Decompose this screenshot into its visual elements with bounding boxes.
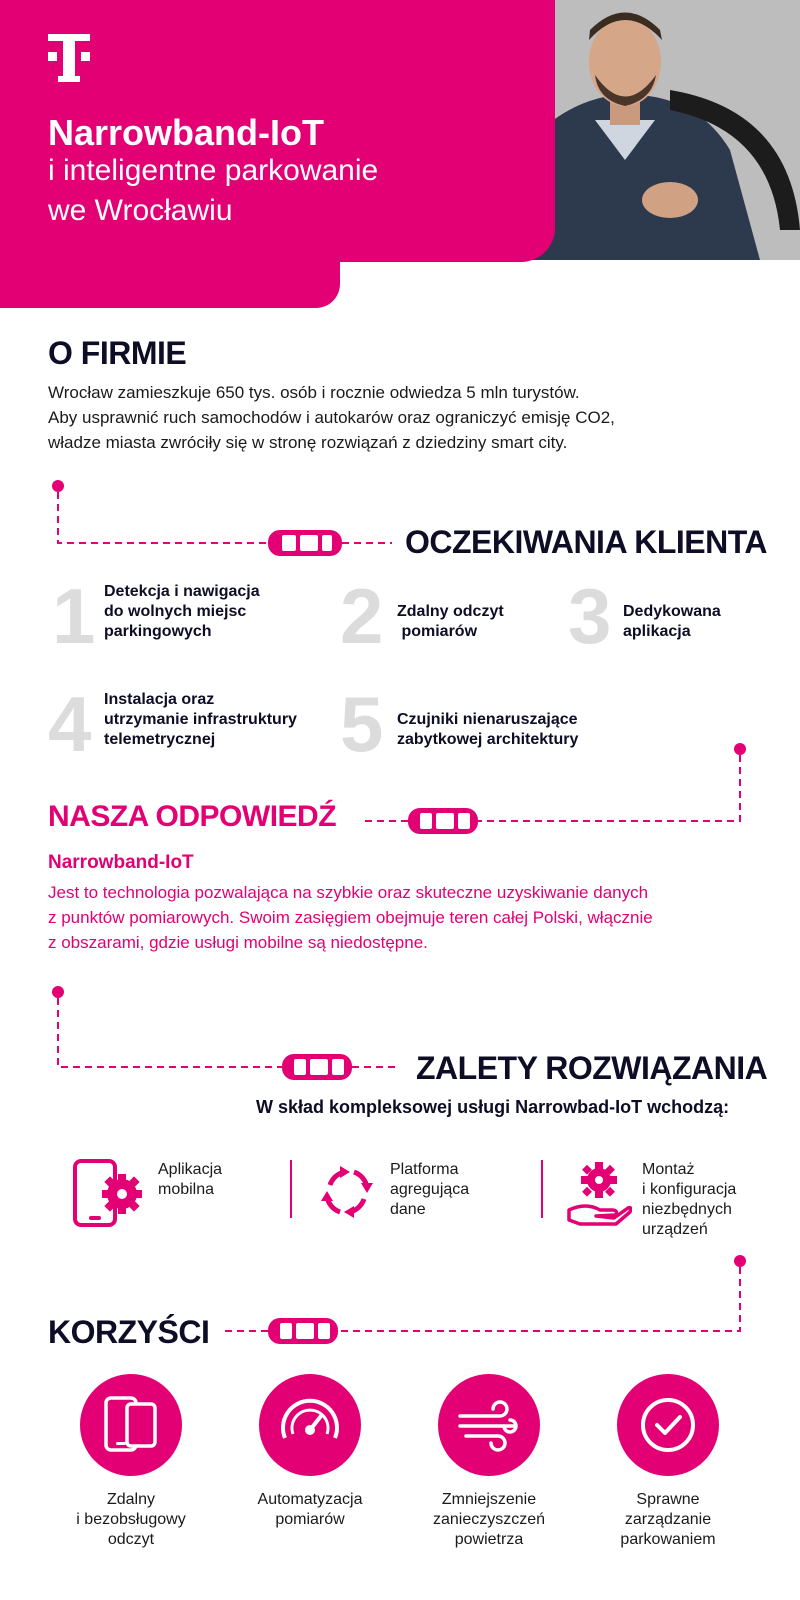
expectation-text: Detekcja i nawigacja do wolnych miejsc parkingowych [104,583,260,640]
benefit-label: Zmniejszenie zanieczyszczeń powietrza [432,1491,546,1548]
hero-subtitle-line2: we Wrocławiu [48,194,233,227]
about-line: Aby usprawnić ruch samochodów i autokarów oraz ograniczyć emisję CO2, [48,408,615,427]
hero-title: Narrowband-IoT [48,112,324,153]
benefit-label: Sprawne zarządzanie parkowaniem [620,1491,716,1548]
expectation-text: Czujniki nienaruszające zabytkowej architektury [397,711,579,748]
about-heading: O FIRMIE [48,335,187,371]
about-line: Wrocław zamieszkuje 650 tys. osób i rocznie odwiedza 5 mln turystów. [48,383,580,402]
answer-line: Jest to technologia pozwalająca na szybkie oraz skuteczne uzyskiwanie danych [48,883,649,902]
car-icon [268,1318,338,1344]
answer-subheading: Narrowband-IoT [48,852,194,873]
answer-heading: NASZA ODPOWIEDŹ [48,800,337,833]
gauge-icon [259,1374,361,1476]
expectation-number: 2 [340,572,384,660]
advantages-intro: W skład kompleksowej usługi Narrowbad-IoT wchodzą: [256,1097,730,1117]
answer-line: z punktów pomiarowych. Swoim zasięgiem obejmuje teren całej Polski, włącznie [48,908,653,927]
hero-subtitle-line1: i inteligentne parkowanie [48,154,379,187]
benefit-circle [80,1374,182,1476]
refresh-arrows-icon [318,1163,376,1221]
divider [541,1160,543,1218]
expectation-number: 5 [340,680,384,768]
expectation-text: Zdalny odczyt pomiarów [397,603,504,640]
divider [290,1160,292,1218]
expectation-text: Dedykowana aplikacja [623,603,721,640]
answer-line: z obszarami, gdzie usługi mobilne są niedostępne. [48,933,428,952]
benefits-heading: KORZYŚCI [48,1314,210,1350]
about-line: władze miasta zwróciły się w stronę rozwiązań z dziedziny smart city. [48,433,568,452]
service-label: Montaż i konfiguracja niezbędnych urządzeń [642,1161,737,1238]
expectation-number: 3 [568,572,612,660]
benefit-label: Automatyzacja pomiarów [257,1491,363,1528]
car-icon [408,808,478,834]
benefit-circle [259,1374,361,1476]
devices-icon [80,1374,182,1476]
service-label: Platforma agregująca dane [390,1161,470,1218]
service-label: Aplikacja mobilna [158,1161,223,1198]
mobile-gear-icon [72,1158,144,1230]
about-text [48,380,615,455]
benefit-circle [617,1374,719,1476]
advantages-heading: ZALETY ROZWIĄZANIA [416,1050,768,1086]
hand-gear-icon [566,1158,632,1228]
car-icon [268,530,342,556]
benefit-circle [438,1374,540,1476]
check-icon [617,1374,719,1476]
expectations-heading: OCZEKIWANIA KLIENTA [405,524,768,560]
expectation-number: 4 [48,680,92,768]
expectation-number: 1 [52,572,96,660]
answer-text [48,880,653,955]
benefit-label: Zdalny i bezobsługowy odczyt [76,1491,186,1548]
expectation-text: Instalacja oraz utrzymanie infrastruktury telemetrycznej [104,691,297,748]
t-logo-icon [48,34,90,84]
car-icon [282,1054,352,1080]
wind-icon [438,1374,540,1476]
